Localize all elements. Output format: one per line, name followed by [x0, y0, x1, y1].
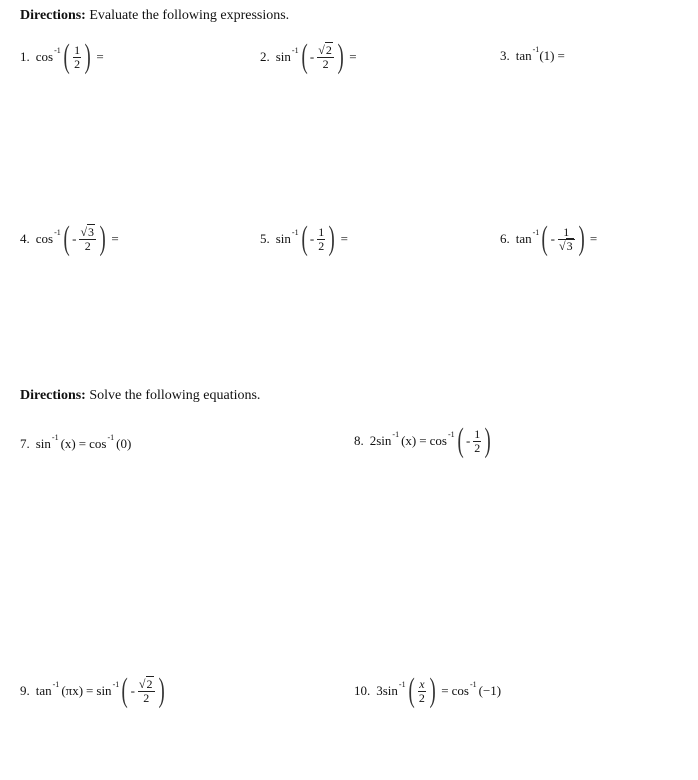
function-name: cos — [35, 49, 54, 64]
argument: (−1) — [478, 683, 502, 698]
function-name: sin — [376, 433, 392, 448]
function-name: tan — [35, 683, 52, 698]
inverse-superscript: -1 — [532, 227, 540, 237]
problem-number: 9. — [20, 683, 30, 698]
denominator: 2 — [143, 690, 150, 705]
coefficient: 3 — [376, 683, 383, 698]
problem-10 — [354, 674, 501, 708]
problem-6 — [500, 222, 597, 256]
equals-sign: = — [340, 231, 348, 246]
radicand: 2 — [146, 676, 153, 691]
directions-label: Directions: — [20, 388, 86, 403]
numerator: x — [419, 676, 425, 691]
numerator: 1 — [474, 426, 481, 441]
right-paren: ) — [158, 672, 165, 709]
problem-7 — [20, 432, 132, 452]
minus-sign: - — [309, 49, 315, 64]
problem-number: 6. — [500, 231, 510, 246]
argument: (0) — [116, 436, 132, 451]
minus-sign: - — [130, 683, 135, 698]
problem-number: 2. — [260, 49, 270, 64]
inverse-superscript: -1 — [532, 44, 540, 54]
left-paren: ( — [457, 422, 464, 459]
numerator: 1 — [563, 224, 570, 239]
inverse-superscript: -1 — [447, 429, 455, 439]
denominator: 2 — [322, 56, 329, 71]
numerator: √3 — [80, 224, 95, 239]
minus-sign: - — [309, 231, 315, 246]
denominator: 2 — [418, 690, 425, 705]
right-paren: ) — [484, 422, 492, 459]
function-name: cos — [35, 231, 54, 246]
fraction — [73, 44, 81, 71]
minus-sign: - — [465, 433, 471, 448]
denominator: 2 — [318, 238, 325, 253]
denominator: √3 — [558, 238, 573, 253]
fraction — [317, 44, 334, 71]
numerator: √2 — [318, 42, 332, 57]
problem-9 — [20, 674, 167, 708]
function-name: cos — [429, 433, 447, 448]
equals-sign: = — [96, 49, 104, 64]
equals-sign: = — [589, 231, 598, 246]
equals-sign: = — [441, 683, 449, 698]
equals-sign: = — [78, 436, 87, 451]
problem-number: 10. — [354, 683, 371, 698]
problem-5 — [260, 222, 348, 256]
left-paren: ( — [63, 220, 70, 257]
fraction — [473, 428, 481, 455]
equals-sign: = — [86, 683, 94, 698]
directions-label: Directions: — [20, 8, 86, 23]
argument: (x) — [60, 436, 76, 451]
right-paren: ) — [429, 672, 436, 709]
equals-sign: = — [111, 231, 119, 246]
radicand: 3 — [566, 238, 573, 253]
equals-sign: = — [349, 49, 357, 64]
function-name: tan — [515, 48, 532, 63]
right-paren: ) — [328, 220, 336, 257]
inverse-superscript: -1 — [291, 45, 299, 55]
problem-number: 3. — [500, 48, 510, 63]
problem-3 — [500, 44, 565, 64]
function-name: cos — [451, 683, 469, 698]
inverse-superscript: -1 — [398, 679, 406, 689]
denominator: 2 — [474, 440, 481, 455]
directions-text: Solve the following equations. — [85, 388, 261, 403]
function-name: sin — [35, 436, 51, 451]
function-name: cos — [89, 436, 107, 451]
numerator: 1 — [318, 224, 325, 239]
problem-number: 1. — [20, 49, 30, 64]
inverse-superscript: -1 — [54, 45, 61, 55]
inverse-superscript: -1 — [291, 227, 299, 237]
left-paren: ( — [63, 38, 70, 75]
problem-number: 7. — [20, 436, 30, 451]
problem-1 — [20, 40, 104, 74]
denominator: 2 — [84, 238, 91, 253]
equals-sign: = — [557, 48, 565, 63]
problem-4 — [20, 222, 119, 256]
problem-number: 5. — [260, 231, 270, 246]
minus-sign: - — [72, 231, 77, 246]
directions-text: Evaluate the following expressions. — [85, 8, 290, 23]
left-paren: ( — [301, 220, 308, 257]
inverse-superscript: -1 — [107, 432, 115, 442]
problem-8 — [354, 424, 494, 458]
function-name: sin — [275, 231, 291, 246]
inverse-superscript: -1 — [469, 679, 477, 689]
directions-solve — [20, 388, 260, 404]
problem-2 — [260, 40, 357, 74]
fraction — [79, 226, 96, 253]
function-name: tan — [515, 231, 532, 246]
fraction — [138, 678, 155, 705]
equals-sign: = — [419, 433, 427, 448]
left-paren: ( — [541, 220, 549, 257]
right-paren: ) — [99, 220, 106, 257]
radicand: 3 — [88, 224, 95, 239]
inverse-superscript: -1 — [51, 432, 59, 442]
fraction — [317, 226, 325, 253]
argument: (1) — [539, 48, 555, 63]
inverse-superscript: -1 — [392, 429, 400, 439]
right-paren: ) — [578, 220, 585, 257]
problem-number: 8. — [354, 433, 364, 448]
inverse-superscript: -1 — [52, 679, 60, 689]
fraction — [558, 226, 575, 253]
directions-evaluate — [20, 8, 289, 24]
function-name: sin — [382, 683, 398, 698]
fraction — [418, 678, 426, 705]
left-paren: ( — [301, 38, 308, 75]
function-name: sin — [96, 683, 112, 698]
argument: (πx) — [61, 683, 84, 698]
left-paren: ( — [408, 672, 415, 709]
right-paren: ) — [337, 38, 344, 75]
function-name: sin — [275, 49, 291, 64]
inverse-superscript: -1 — [112, 679, 120, 689]
problem-number: 4. — [20, 231, 30, 246]
denominator: 2 — [74, 56, 81, 71]
right-paren: ) — [84, 38, 91, 75]
argument: (x) — [401, 433, 417, 448]
numerator: 1 — [74, 42, 81, 57]
numerator: √2 — [138, 676, 153, 691]
radicand: 2 — [325, 42, 332, 57]
coefficient: 2 — [369, 433, 377, 448]
inverse-superscript: -1 — [54, 227, 61, 237]
left-paren: ( — [121, 672, 129, 709]
minus-sign: - — [550, 231, 555, 246]
